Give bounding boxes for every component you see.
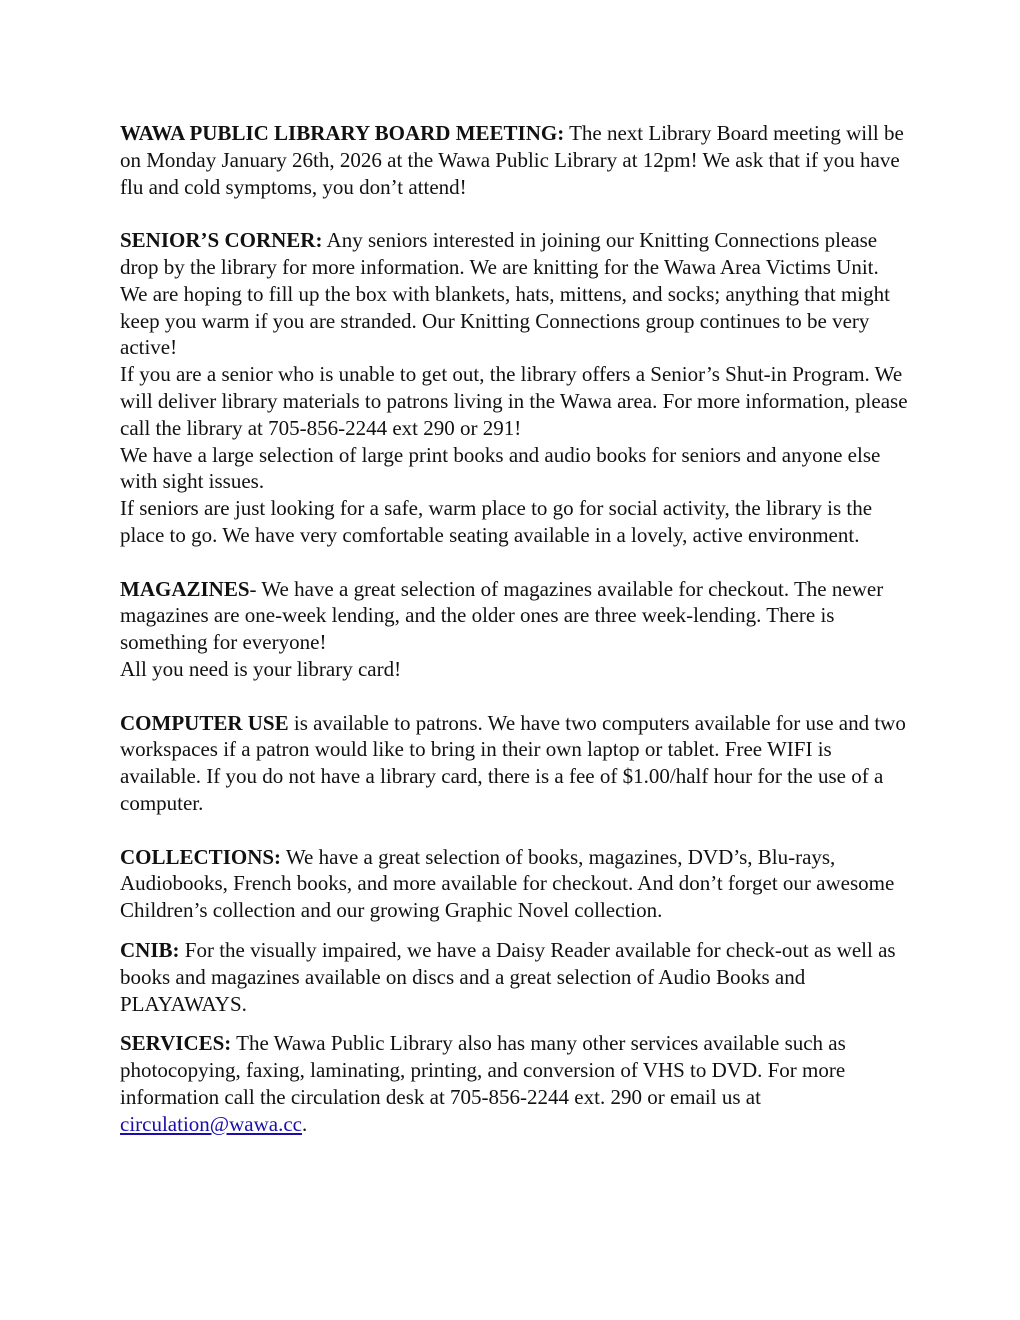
section-divider [120,817,910,844]
section-divider [120,683,910,710]
section-divider [120,924,910,937]
collections-text: We have a great selection of books, magazines, DVD’s, Blu-rays, Audiobooks, French books, and more available for checkout. And don’t forget our awesome Children’s collection and our growing Graphic Novel collection. [120,844,895,923]
magazines-heading: MAGAZINES [120,576,250,601]
seniors-corner-heading: SENIOR’S CORNER: [120,228,323,253]
seniors-corner-paragraph [120,227,910,361]
cnib-paragraph [120,937,910,1017]
cnib-heading: CNIB: [120,937,180,962]
section-divider [120,200,910,227]
seniors-social-paragraph: If seniors are just looking for a safe, warm place to go for social activity, the library is the place to go. We have very comfortable seating available in a lovely, active environment. [120,496,873,547]
section-divider [120,549,910,576]
services-text: The Wawa Public Library also has many other services available such as photocopying, faxing, laminating, printing, and conversion of VHS to DVD. For more information call the circulation desk at 705-856-2244 ext. 290 or email us at [120,1031,846,1109]
computer-use-heading: COMPUTER USE [120,710,289,735]
collections-paragraph [120,844,910,924]
board-meeting-heading: WAWA PUBLIC LIBRARY BOARD MEETING: [120,121,565,145]
magazines-paragraph [120,576,910,656]
cnib-text: For the visually impaired, we have a Daisy Reader available for check-out as well as books and magazines available on discs and a great selection of Audio Books and PLAYAWAYS. [120,937,896,1016]
computer-use-paragraph [120,710,910,817]
magazines-card-paragraph: All you need is your library card! [120,656,402,681]
board-meeting-paragraph [120,120,910,200]
services-paragraph [120,1030,910,1137]
services-end: . [302,1111,308,1136]
seniors-corner-text: Any seniors interested in joining our Knitting Connections please drop by the library for more information. We are knitting for the Wawa Area Victims Unit. We are hoping to fill up the box with blankets, hats, mittens, and socks; anything that might keep you warm if you are stranded. Our Knitting Connections group continues to be very active! [120,228,890,360]
circulation-email-link[interactable]: circulation@wawa.cc [120,1111,302,1136]
board-meeting-text: The next Library Board meeting will be on Monday January 26th, 2026 at the Wawa Public Library at 12pm! We ask that if you have flu and cold symptoms, you don’t attend! [120,121,904,199]
computer-use-text: is available to patrons. We have two computers available for use and two workspaces if a patron would like to bring in their own laptop or tablet. Free WIFI is available. If you do not have a library card, there is a fee of $1.00/half hour for the use of a computer. [120,710,906,815]
collections-heading: COLLECTIONS: [120,844,282,869]
services-heading: SERVICES: [120,1031,232,1056]
section-divider [120,1017,910,1030]
newsletter-page [120,120,910,1137]
seniors-large-print-paragraph: We have a large selection of large print books and audio books for seniors and anyone else with sight issues. [120,442,881,494]
seniors-shut-in-paragraph: If you are a senior who is unable to get out, the library offers a Senior’s Shut-in Program. We will deliver library materials to patrons living in the Wawa area. For more information, please call the library at 705-856-2244 ext 290 or 291! [120,362,908,440]
magazines-text: - We have a great selection of magazines available for checkout. The newer magazines are one-week lending, and the older ones are three week-lending. There is something for everyone! [120,576,884,655]
